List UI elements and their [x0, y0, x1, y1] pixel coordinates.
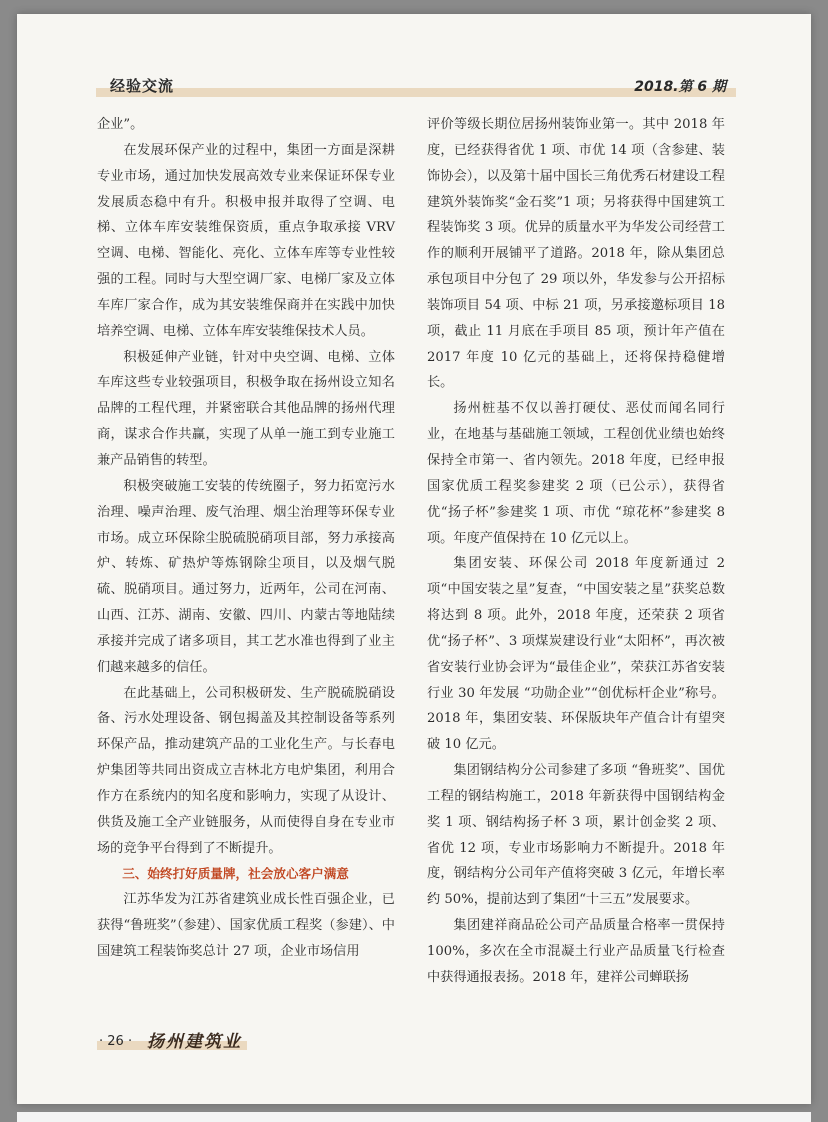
paragraph: 集团安装、环保公司 2018 年度新通过 2 项“中国安装之星”复查，“中国安装之星”获奖总数将达到 8 项。此外，2018 年度，还荣获 2 项省优“扬子杯”、3 项煤炭建设行业“太阳杯”，再次被省安装行业协会评为“最佳企业”，荣获江苏省安装行业 30 年发展 “功勋企业”“创优标杆企业”称号。2018 年，集团安装、环保版块年产值合计有望突破 10 亿元。 [427, 556, 725, 753]
issue-number: 2018.第 6 期 [634, 79, 726, 95]
paragraph: 积极突破施工安装的传统圈子，努力拓宽污水治理、噪声治理、废气治理、烟尘治理等环保专业市场。成立环保除尘脱硫脱硝项目部，努力承接高炉、转炼、矿热炉等炼钢除尘项目，以及烟气脱硫、脱硝项目。通过努力，近两年，公司在河南、山西、江苏、湖南、安徽、四川、内蒙古等地陆续承接并完成了诸多项目，其工艺水准也得到了业主们越来越多的信任。 [97, 478, 395, 675]
page-header [96, 77, 736, 97]
left-column [97, 112, 395, 965]
paragraph: 在此基础上，公司积极研发、生产脱硫脱硝设备、污水处理设备、钢包揭盖及其控制设备等系列环保产品，推动建筑产品的工业化生产。与长春电炉集团等共同出资成立吉林北方电炉集团，利用合作方在系统内的知名度和影响力，实现了从设计、供货及施工全产业链服务，从而使得自身在专业市场的竞争平台得到了不断提升。 [97, 685, 395, 856]
paragraph: 集团钢结构分公司参建了多项 “鲁班奖”、国优工程的钢结构施工，2018 年新获得中国钢结构金奖 1 项、钢结构扬子杯 3 项，累计创金奖 2 项、省优 12 项，专业市场影响力不断提升。2018 年度，钢结构分公司年产值将突破 3 亿元，年增长率约 50%，提前达到了集团“十三五”发展要求。 [427, 763, 725, 908]
paragraph: 在发展环保产业的过程中，集团一方面是深耕专业市场，通过加快发展高效专业来保证环保专业发展质态稳中有升。积极申报并取得了空调、电梯、立体车库安装维保资质，重点争取承接 VRV 空调、电梯、智能化、亮化、立体车库等专业性较强的工程。同时与大型空调厂家、电梯厂家及立体车库厂家合作，成为其安装维保商并在实践中加快培养空调、电梯、立体车库安装维保技术人员。 [97, 142, 395, 339]
paragraph: 积极延伸产业链，针对中央空调、电梯、立体车库这些专业较强项目，积极争取在扬州设立知名品牌的工程代理，并紧密联合其他品牌的扬州代理商，谋求合作共赢，实现了从单一施工到专业施工兼产品销售的转型。 [97, 349, 395, 468]
paragraph: 扬州桩基不仅以善打硬仗、恶仗而闻名同行业，在地基与基础施工领域，工程创优业绩也始终保持全市第一、省内领先。2018 年度，已经申报国家优质工程奖参建奖 2 项（已公示），获得省优“扬子杯”参建奖 1 项、市优 “琼花杯”参建奖 8 项。年度产值保持在 10 亿元以上。 [427, 401, 725, 546]
magazine-logo: 扬州建筑业 [147, 1032, 242, 1052]
paragraph: 企业”。 [97, 117, 144, 132]
section-heading: 三、始终打好质量牌，社会放心客户满意 [122, 866, 349, 882]
section-title: 经验交流 [110, 77, 175, 95]
paragraph: 评价等级长期位居扬州装饰业第一。其中 2018 年度，已经获得省优 1 项、市优 14 项（含参建、装饰协会），以及第十届中国长三角优秀石材建设工程建筑外装饰奖“金石奖”1 项；另将获得中国建筑工程装饰奖 3 项。优异的质量水平为华发公司经营工作的顺利开展铺平了道路。2018 年，除从集团总承包项目中分包了 29 项以外，华发参与公开招标装饰项目 54 项、中标 21 项，另承接邀标项目 18 项，截止 11 月底在手项目 85 项，预计年产值在 2017 年度 10 亿元的基础上，还将保持稳健增长。 [427, 117, 725, 391]
right-column [427, 112, 725, 991]
page-footer [97, 1030, 247, 1052]
paragraph: 集团建祥商品砼公司产品质量合格率一贯保持 100%，多次在全市混凝土行业产品质量飞行检查中获得通报表扬。2018 年，建祥公司蝉联扬 [427, 918, 725, 985]
next-page-edge [17, 1112, 811, 1122]
page-number: · 26 · [99, 1034, 133, 1049]
paragraph: 江苏华发为江苏省建筑业成长性百强企业，已获得“鲁班奖”（参建）、国家优质工程奖（参建）、中国建筑工程装饰奖总计 27 项，企业市场信用 [97, 892, 395, 959]
